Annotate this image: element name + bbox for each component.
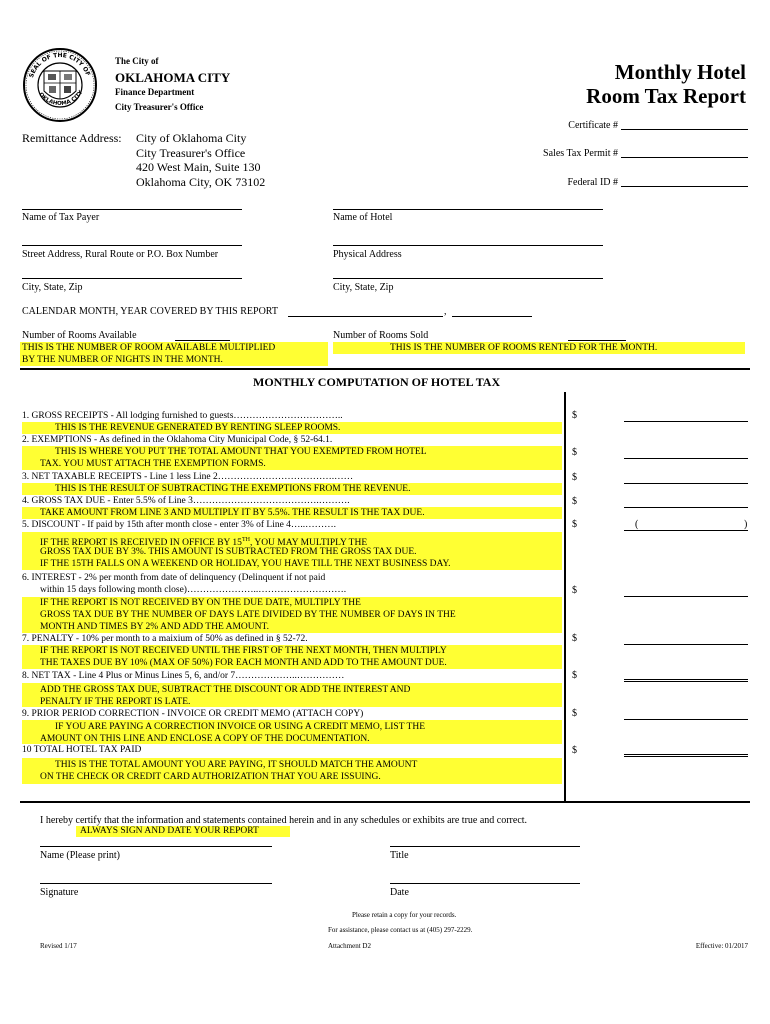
line-3-amount[interactable] bbox=[624, 483, 748, 484]
line-1-amount[interactable] bbox=[624, 421, 748, 422]
title-line1: Monthly Hotel bbox=[614, 60, 746, 84]
line-6-note-2: GROSS TAX DUE BY THE NUMBER OF DAYS LATE DIVIDED BY THE NUMBER OF DAYS IN THE bbox=[40, 610, 456, 620]
remittance-label: Remittance Address: bbox=[22, 131, 122, 145]
department: Finance Department bbox=[115, 87, 195, 97]
date-field[interactable] bbox=[390, 883, 580, 884]
remittance-line2: City Treasurer's Office bbox=[136, 146, 246, 160]
rooms-sold-label: Number of Rooms Sold bbox=[333, 330, 429, 341]
line-8-note-1: ADD THE GROSS TAX DUE, SUBTRACT THE DISCOUNT OR ADD THE INTEREST AND bbox=[40, 685, 411, 695]
line-1-note: THIS IS THE REVENUE GENERATED BY RENTING SLEEP ROOMS. bbox=[55, 423, 341, 433]
paren-close: ) bbox=[744, 519, 748, 530]
street-address-label: Street Address, Rural Route or P.O. Box Number bbox=[22, 249, 219, 260]
dollar-sign: $ bbox=[572, 519, 577, 530]
hotel-name-field[interactable] bbox=[333, 209, 603, 210]
line-5-note-3: IF THE 15TH FALLS ON A WEEKEND OR HOLIDAY, YOU HAVE TILL THE NEXT BUSINESS DAY. bbox=[40, 559, 451, 569]
city-state-zip-field-left[interactable] bbox=[22, 278, 242, 279]
title-field[interactable] bbox=[390, 846, 580, 847]
dollar-sign: $ bbox=[572, 745, 577, 756]
dollar-sign: $ bbox=[572, 585, 577, 596]
column-divider bbox=[564, 392, 566, 802]
paren-open: ( bbox=[635, 519, 639, 530]
signature-label: Signature bbox=[40, 887, 79, 898]
line-9-note-2: AMOUNT ON THIS LINE AND ENCLOSE A COPY OF THE DOCUMENTATION. bbox=[40, 734, 370, 744]
dollar-sign: $ bbox=[572, 708, 577, 719]
line-8-amount[interactable] bbox=[624, 679, 748, 682]
sign-date-note: ALWAYS SIGN AND DATE YOUR REPORT bbox=[80, 826, 259, 836]
line-4-note: TAKE AMOUNT FROM LINE 3 AND MULTIPLY IT BY 5.5%. THE RESULT IS THE TAX DUE. bbox=[40, 508, 425, 518]
calendar-year-field[interactable] bbox=[452, 316, 532, 317]
federal-id-field[interactable] bbox=[621, 186, 748, 187]
line-3-note: THIS IS THE RESULT OF SUBTRACTING THE EXEMPTIONS FROM THE REVENUE. bbox=[55, 484, 411, 494]
line-7-penalty: 7. PENALTY - 10% per month to a maixium of 50% as defined in § 52-72. bbox=[22, 634, 308, 644]
remittance-line4: Oklahoma City, OK 73102 bbox=[136, 175, 266, 189]
assistance-note: For assistance, please contact us at (405) 297-2229. bbox=[328, 926, 473, 934]
svg-text:SEAL OF THE CITY OF: SEAL OF THE CITY OF bbox=[28, 51, 92, 79]
street-address-field[interactable] bbox=[22, 245, 242, 246]
dollar-sign: $ bbox=[572, 410, 577, 421]
line-6-interest-cont: within 15 days following month close)…………………..………………………. bbox=[40, 585, 347, 595]
retain-copy-note: Please retain a copy for your records. bbox=[352, 911, 457, 919]
line-10-note-2: ON THE CHECK OR CREDIT CARD AUTHORIZATION THAT YOU ARE ISSUING. bbox=[40, 772, 381, 782]
computation-title: MONTHLY COMPUTATION OF HOTEL TAX bbox=[253, 375, 501, 389]
line-5-note-1: IF THE REPORT IS RECEIVED IN OFFICE BY 15TH, YOU MAY MULTIPLY THE bbox=[40, 537, 368, 549]
rooms-available-note-1: THIS IS THE NUMBER OF ROOM AVAILABLE MULTIPLIED bbox=[22, 343, 276, 353]
section-rule-bottom bbox=[20, 801, 750, 803]
rooms-sold-field[interactable] bbox=[568, 340, 626, 341]
title-label: Title bbox=[390, 850, 409, 861]
effective-date: Effective: 01/2017 bbox=[695, 942, 748, 950]
line-6-amount[interactable] bbox=[624, 596, 748, 597]
city-state-zip-field-right[interactable] bbox=[333, 278, 603, 279]
rooms-available-label: Number of Rooms Available bbox=[22, 330, 137, 341]
rooms-available-note-2: BY THE NUMBER OF NIGHTS IN THE MONTH. bbox=[22, 355, 223, 365]
title-line2: Room Tax Report bbox=[586, 84, 746, 108]
city-seal-logo bbox=[22, 47, 98, 123]
name-print-field[interactable] bbox=[40, 846, 272, 847]
line-8-note-2: PENALTY IF THE REPORT IS LATE. bbox=[40, 697, 191, 707]
line-4-gross-tax-due: 4. GROSS TAX DUE - Enter 5.5% of Line 3………………………………….………. bbox=[22, 496, 350, 506]
line-4-amount[interactable] bbox=[624, 507, 748, 508]
line-7-note-1: IF THE REPORT IS NOT RECEIVED UNTIL THE FIRST OF THE NEXT MONTH, THEN MULTIPLY bbox=[40, 646, 447, 656]
dollar-sign: $ bbox=[572, 633, 577, 644]
line-5-amount[interactable] bbox=[624, 530, 748, 531]
line-10-note-1: THIS IS THE TOTAL AMOUNT YOU ARE PAYING, IT SHOULD MATCH THE AMOUNT bbox=[55, 760, 418, 770]
remittance-line1: City of Oklahoma City bbox=[136, 131, 247, 145]
dollar-sign: $ bbox=[572, 447, 577, 458]
physical-address-label: Physical Address bbox=[333, 249, 402, 260]
rooms-available-field[interactable] bbox=[175, 340, 230, 341]
svg-text:OKLAHOMA CITY: OKLAHOMA CITY bbox=[37, 89, 85, 108]
sales-tax-permit-field[interactable] bbox=[621, 157, 748, 158]
line-9-note-1: IF YOU ARE PAYING A CORRECTION INVOICE OR USING A CREDIT MEMO, LIST THE bbox=[55, 722, 426, 732]
line-10-amount[interactable] bbox=[624, 754, 748, 757]
sales-tax-permit-label: Sales Tax Permit # bbox=[543, 148, 618, 159]
tax-payer-name-field[interactable] bbox=[22, 209, 242, 210]
calendar-comma: , bbox=[444, 306, 447, 317]
tax-payer-label: Name of Tax Payer bbox=[22, 212, 100, 223]
line-8-net-tax: 8. NET TAX - Line 4 Plus or Minus Lines 5, 6, and/or 7………………..…………… bbox=[22, 671, 345, 681]
name-print-label: Name (Please print) bbox=[40, 850, 120, 861]
city-state-zip-label-left: City, State, Zip bbox=[22, 282, 83, 293]
certificate-label: Certificate # bbox=[568, 120, 618, 131]
line-2-note-2: TAX. YOU MUST ATTACH THE EXEMPTION FORMS. bbox=[40, 459, 266, 469]
line-2-amount[interactable] bbox=[624, 458, 748, 459]
city-name: OKLAHOMA CITY bbox=[115, 70, 231, 85]
line-2-exemptions: 2. EXEMPTIONS - As defined in the Oklahoma City Municipal Code, § 52-64.1. bbox=[22, 435, 333, 445]
line-5-note-2: GROSS TAX DUE BY 3%. THIS AMOUNT IS SUBTRACTED FROM THE GROSS TAX DUE. bbox=[40, 547, 417, 557]
revised-date: Revised 1/17 bbox=[40, 942, 77, 950]
line-9-amount[interactable] bbox=[624, 719, 748, 720]
federal-id-label: Federal ID # bbox=[567, 177, 618, 188]
date-label: Date bbox=[390, 887, 409, 898]
line-6-note-1: IF THE REPORT IS NOT RECEIVED BY ON THE DUE DATE, MULTIPLY THE bbox=[40, 598, 361, 608]
rooms-sold-note: THIS IS THE NUMBER OF ROOMS RENTED FOR THE MONTH. bbox=[390, 343, 658, 353]
certify-statement: I hereby certify that the information and statements contained herein and in any schedules or exhibits are true and correct. bbox=[40, 815, 528, 826]
the-city-of: The City of bbox=[115, 56, 159, 66]
section-rule bbox=[20, 368, 750, 370]
dollar-sign: $ bbox=[572, 496, 577, 507]
line-7-amount[interactable] bbox=[624, 644, 748, 645]
certificate-field[interactable] bbox=[621, 129, 748, 130]
dollar-sign: $ bbox=[572, 670, 577, 681]
line-10-total-paid: 10 TOTAL HOTEL TAX PAID bbox=[22, 745, 142, 755]
hotel-name-label: Name of Hotel bbox=[333, 212, 393, 223]
line-6-note-3: MONTH AND TIMES BY 2% AND ADD THE AMOUNT. bbox=[40, 622, 269, 632]
calendar-month-field[interactable] bbox=[288, 316, 443, 317]
line-5-discount: 5. DISCOUNT - If paid by 15th after month close - enter 3% of Line 4…..………. bbox=[22, 520, 337, 530]
dollar-sign: $ bbox=[572, 472, 577, 483]
line-9-prior-correction: 9. PRIOR PERIOD CORRECTION - INVOICE OR CREDIT MEMO (ATTACH COPY) bbox=[22, 709, 364, 719]
line-1-gross-receipts: 1. GROSS RECEIPTS - All lodging furnished to guests…………………………….. bbox=[22, 411, 343, 421]
line-6-interest: 6. INTEREST - 2% per month from date of delinquency (Delinquent if not paid bbox=[22, 573, 326, 583]
line-7-note-2: THE TAXES DUE BY 10% (MAX OF 50%) FOR EACH MONTH AND ADD TO THE AMOUNT DUE. bbox=[40, 658, 447, 668]
remittance-line3: 420 West Main, Suite 130 bbox=[136, 160, 261, 174]
signature-field[interactable] bbox=[40, 883, 272, 884]
line-2-note-1: THIS IS WHERE YOU PUT THE TOTAL AMOUNT THAT YOU EXEMPTED FROM HOTEL bbox=[55, 447, 427, 457]
office: City Treasurer's Office bbox=[115, 102, 204, 112]
city-state-zip-label-right: City, State, Zip bbox=[333, 282, 394, 293]
attachment-label: Attachment D2 bbox=[328, 942, 371, 950]
physical-address-field[interactable] bbox=[333, 245, 603, 246]
line-3-net-taxable: 3. NET TAXABLE RECEIPTS - Line 1 less Line 2……………………………….…… bbox=[22, 472, 354, 482]
calendar-month-label: CALENDAR MONTH, YEAR COVERED BY THIS REPORT bbox=[22, 306, 278, 317]
